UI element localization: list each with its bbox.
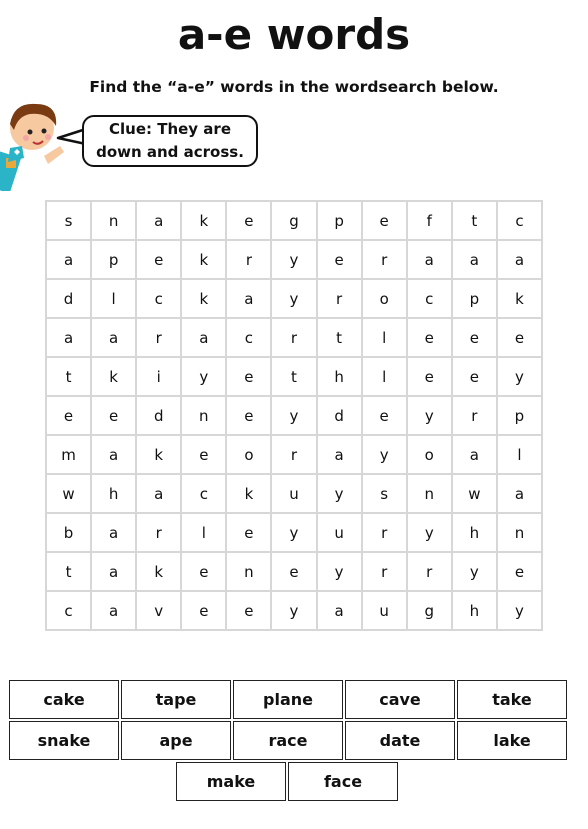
grid-cell[interactable]: r xyxy=(408,553,451,590)
grid-cell[interactable]: d xyxy=(137,397,180,434)
word-box: cake xyxy=(9,680,119,719)
grid-cell[interactable]: t xyxy=(453,202,496,239)
grid-cell[interactable]: c xyxy=(498,202,541,239)
grid-cell[interactable]: y xyxy=(363,436,406,473)
grid-cell[interactable]: o xyxy=(227,436,270,473)
grid-cell[interactable]: c xyxy=(182,475,225,512)
grid-cell[interactable]: t xyxy=(47,553,90,590)
grid-cell[interactable]: c xyxy=(227,319,270,356)
grid-cell[interactable]: y xyxy=(318,475,361,512)
grid-cell[interactable]: n xyxy=(498,514,541,551)
grid-cell[interactable]: r xyxy=(272,319,315,356)
grid-cell[interactable]: s xyxy=(363,475,406,512)
grid-cell[interactable]: c xyxy=(408,280,451,317)
grid-cell[interactable]: t xyxy=(272,358,315,395)
grid-cell[interactable]: u xyxy=(272,475,315,512)
grid-cell[interactable]: l xyxy=(182,514,225,551)
grid-cell[interactable]: y xyxy=(408,397,451,434)
grid-cell[interactable]: g xyxy=(272,202,315,239)
instruction-text: Find the “a-e” words in the wordsearch below. xyxy=(89,78,499,96)
grid-cell[interactable]: r xyxy=(363,241,406,278)
grid-cell[interactable]: y xyxy=(272,592,315,629)
grid-cell[interactable]: g xyxy=(408,592,451,629)
grid-cell[interactable]: n xyxy=(92,202,135,239)
grid-cell[interactable]: k xyxy=(182,202,225,239)
word-box: tape xyxy=(121,680,231,719)
grid-cell[interactable]: a xyxy=(47,319,90,356)
grid-cell[interactable]: y xyxy=(272,514,315,551)
grid-cell[interactable]: y xyxy=(453,553,496,590)
word-box: face xyxy=(288,762,398,801)
grid-cell[interactable]: a xyxy=(47,241,90,278)
grid-cell[interactable]: o xyxy=(408,436,451,473)
grid-cell[interactable]: a xyxy=(318,592,361,629)
grid-cell[interactable]: e xyxy=(92,397,135,434)
grid-cell[interactable]: h xyxy=(453,592,496,629)
grid-cell[interactable]: y xyxy=(182,358,225,395)
clue-speech-bubble: Clue: They are down and across. xyxy=(82,115,258,167)
grid-cell[interactable]: a xyxy=(137,202,180,239)
grid-cell[interactable]: a xyxy=(453,241,496,278)
grid-cell[interactable]: p xyxy=(318,202,361,239)
grid-cell[interactable]: t xyxy=(318,319,361,356)
grid-cell[interactable]: a xyxy=(92,553,135,590)
grid-cell[interactable]: p xyxy=(453,280,496,317)
word-box: date xyxy=(345,721,455,760)
grid-cell[interactable]: p xyxy=(92,241,135,278)
grid-cell[interactable]: a xyxy=(498,241,541,278)
grid-cell[interactable]: l xyxy=(498,436,541,473)
grid-cell[interactable]: e xyxy=(47,397,90,434)
grid-cell[interactable]: e xyxy=(227,514,270,551)
grid-cell[interactable]: e xyxy=(453,358,496,395)
grid-cell[interactable]: c xyxy=(47,592,90,629)
grid-cell[interactable]: e xyxy=(363,202,406,239)
grid-cell[interactable]: o xyxy=(363,280,406,317)
grid-cell[interactable]: l xyxy=(363,319,406,356)
grid-cell[interactable]: r xyxy=(363,553,406,590)
grid-cell[interactable]: e xyxy=(318,241,361,278)
grid-cell[interactable]: k xyxy=(137,436,180,473)
grid-cell[interactable]: a xyxy=(137,475,180,512)
grid-cell[interactable]: e xyxy=(182,553,225,590)
grid-cell[interactable]: k xyxy=(182,280,225,317)
grid-cell[interactable]: h xyxy=(318,358,361,395)
grid-cell[interactable]: e xyxy=(363,397,406,434)
grid-cell[interactable]: a xyxy=(92,319,135,356)
grid-cell[interactable]: e xyxy=(227,592,270,629)
word-box: lake xyxy=(457,721,567,760)
word-box: race xyxy=(233,721,343,760)
grid-cell[interactable]: p xyxy=(498,397,541,434)
grid-cell[interactable]: k xyxy=(227,475,270,512)
grid-cell[interactable]: w xyxy=(47,475,90,512)
grid-cell[interactable]: a xyxy=(92,436,135,473)
grid-cell[interactable]: r xyxy=(227,241,270,278)
grid-cell[interactable]: b xyxy=(47,514,90,551)
grid-cell[interactable]: w xyxy=(453,475,496,512)
grid-cell[interactable]: m xyxy=(47,436,90,473)
grid-cell[interactable]: a xyxy=(92,514,135,551)
grid-cell[interactable]: k xyxy=(92,358,135,395)
grid-cell[interactable]: n xyxy=(182,397,225,434)
grid-cell[interactable]: a xyxy=(408,241,451,278)
grid-cell[interactable]: n xyxy=(408,475,451,512)
grid-cell[interactable]: r xyxy=(137,514,180,551)
grid-cell[interactable]: t xyxy=(47,358,90,395)
grid-cell[interactable]: e xyxy=(408,358,451,395)
word-box: cave xyxy=(345,680,455,719)
grid-cell[interactable]: k xyxy=(182,241,225,278)
grid-cell[interactable]: e xyxy=(453,319,496,356)
grid-cell[interactable]: r xyxy=(137,319,180,356)
grid-cell[interactable]: y xyxy=(318,553,361,590)
grid-cell[interactable]: k xyxy=(498,280,541,317)
grid-cell[interactable]: y xyxy=(408,514,451,551)
word-box: take xyxy=(457,680,567,719)
grid-cell[interactable]: a xyxy=(498,475,541,512)
grid-cell[interactable]: u xyxy=(363,592,406,629)
grid-cell[interactable]: e xyxy=(137,241,180,278)
grid-cell[interactable]: s xyxy=(47,202,90,239)
grid-cell[interactable]: e xyxy=(227,397,270,434)
grid-cell[interactable]: r xyxy=(272,436,315,473)
grid-cell[interactable]: e xyxy=(408,319,451,356)
grid-cell[interactable]: u xyxy=(318,514,361,551)
grid-cell[interactable]: r xyxy=(363,514,406,551)
grid-cell[interactable]: e xyxy=(227,358,270,395)
word-box: snake xyxy=(9,721,119,760)
word-box: ape xyxy=(121,721,231,760)
word-box: plane xyxy=(233,680,343,719)
grid-cell[interactable]: l xyxy=(92,280,135,317)
grid-cell[interactable]: h xyxy=(92,475,135,512)
grid-cell[interactable]: h xyxy=(453,514,496,551)
grid-cell[interactable]: y xyxy=(272,280,315,317)
wordsearch-grid xyxy=(45,200,543,631)
grid-cell[interactable]: e xyxy=(182,436,225,473)
grid-cell[interactable]: y xyxy=(498,592,541,629)
grid-cell[interactable]: e xyxy=(498,319,541,356)
grid-cell[interactable]: y xyxy=(272,397,315,434)
grid-cell[interactable]: a xyxy=(453,436,496,473)
page-title: a-e words xyxy=(177,10,411,59)
grid-cell[interactable]: a xyxy=(318,436,361,473)
grid-cell[interactable]: n xyxy=(227,553,270,590)
grid-cell[interactable]: r xyxy=(453,397,496,434)
grid-cell[interactable]: e xyxy=(272,553,315,590)
grid-cell[interactable]: v xyxy=(137,592,180,629)
grid-cell[interactable]: i xyxy=(137,358,180,395)
word-box: make xyxy=(176,762,286,801)
grid-cell[interactable]: d xyxy=(47,280,90,317)
grid-cell[interactable]: e xyxy=(227,202,270,239)
grid-cell[interactable]: a xyxy=(182,319,225,356)
grid-cell[interactable]: c xyxy=(137,280,180,317)
grid-cell[interactable]: k xyxy=(137,553,180,590)
grid-cell[interactable]: d xyxy=(318,397,361,434)
grid-cell[interactable]: e xyxy=(182,592,225,629)
grid-cell[interactable]: y xyxy=(272,241,315,278)
grid-cell[interactable]: y xyxy=(498,358,541,395)
grid-cell[interactable]: a xyxy=(92,592,135,629)
grid-cell[interactable]: f xyxy=(408,202,451,239)
grid-cell[interactable]: l xyxy=(363,358,406,395)
grid-cell[interactable]: a xyxy=(227,280,270,317)
grid-cell[interactable]: e xyxy=(498,553,541,590)
grid-cell[interactable]: r xyxy=(318,280,361,317)
